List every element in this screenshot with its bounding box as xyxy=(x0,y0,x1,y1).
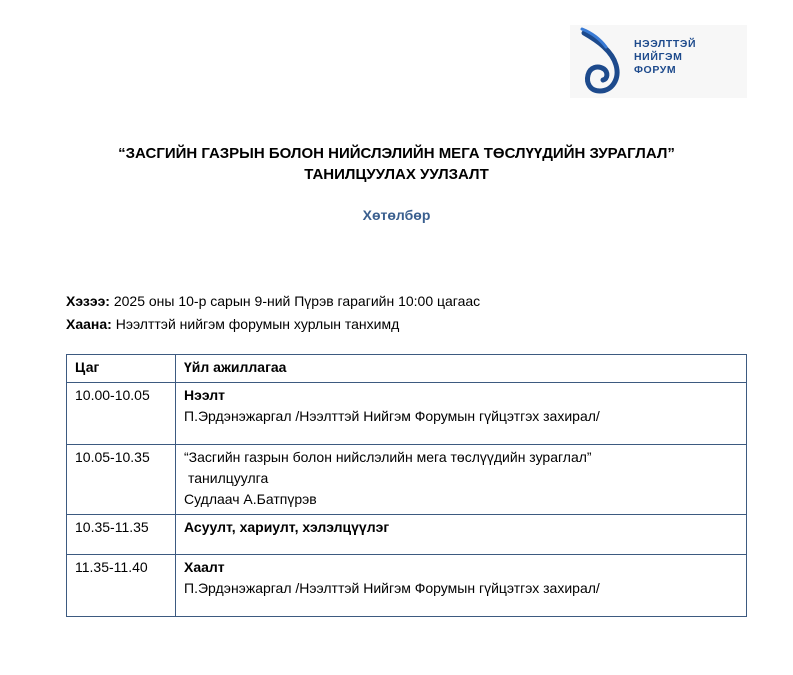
row-activity xyxy=(176,555,747,617)
spiral-logo-icon xyxy=(578,27,624,95)
activity-title: Нээлт xyxy=(184,387,225,403)
header-time: Цаг xyxy=(67,355,176,383)
row-activity xyxy=(176,515,747,555)
table-header-row xyxy=(67,355,747,383)
document-title-line-2: ТАНИЛЦУУЛАХ УУЛЗАЛТ xyxy=(304,166,489,183)
row-time: 11.35-11.40 xyxy=(67,555,176,617)
when-label: Хэзээ: xyxy=(66,293,110,309)
activity-detail: П.Эрдэнэжаргал /Нээлттэй Нийгэм Форумын гүйцэтгэх захирал/ xyxy=(184,580,600,596)
logo-line-1: НЭЭЛТТЭЙ xyxy=(634,38,697,50)
when-value: 2025 оны 10-р сарын 9-ний Пүрэв гарагийн 10:00 цагаас xyxy=(109,293,481,309)
logo xyxy=(570,25,747,98)
row-time: 10.35-11.35 xyxy=(67,515,176,555)
row-activity xyxy=(176,445,747,515)
activity-line-3: Судлаач А.Батпүрэв xyxy=(184,491,317,507)
logo-line-3: ФОРУМ xyxy=(634,64,677,76)
meta-when xyxy=(66,292,480,310)
activity-title: Асуулт, хариулт, хэлэлцүүлэг xyxy=(184,519,390,535)
table-row xyxy=(67,383,747,445)
logo-text xyxy=(634,38,696,77)
meta-where xyxy=(66,315,399,333)
activity-line-1: “Засгийн газрын болон нийслэлийн мега төслүүдийн зураглал” xyxy=(184,449,592,465)
logo-line-2: НИЙГЭМ xyxy=(634,51,683,63)
activity-detail: П.Эрдэнэжаргал /Нээлттэй Нийгэм Форумын гүйцэтгэх захирал/ xyxy=(184,408,600,424)
activity-line-2: танилцуулга xyxy=(188,470,269,486)
row-time: 10.05-10.35 xyxy=(67,445,176,515)
table-row xyxy=(67,515,747,555)
row-time: 10.00-10.05 xyxy=(67,383,176,445)
row-activity xyxy=(176,383,747,445)
program-subtitle: Хөтөлбөр xyxy=(362,207,431,223)
document-title-line-1: “ЗАСГИЙН ГАЗРЫН БОЛОН НИЙСЛЭЛИЙН МЕГА ТӨСЛҮҮДИЙН ЗУРАГЛАЛ” xyxy=(118,145,675,162)
where-label: Хаана: xyxy=(66,316,112,332)
table-row xyxy=(67,555,747,617)
schedule-table xyxy=(66,354,747,617)
table-row xyxy=(67,445,747,515)
header-activity: Үйл ажиллагаа xyxy=(176,355,747,383)
activity-title: Хаалт xyxy=(184,559,225,575)
where-value: Нээлттэй нийгэм форумын хурлын танхимд xyxy=(111,316,400,332)
